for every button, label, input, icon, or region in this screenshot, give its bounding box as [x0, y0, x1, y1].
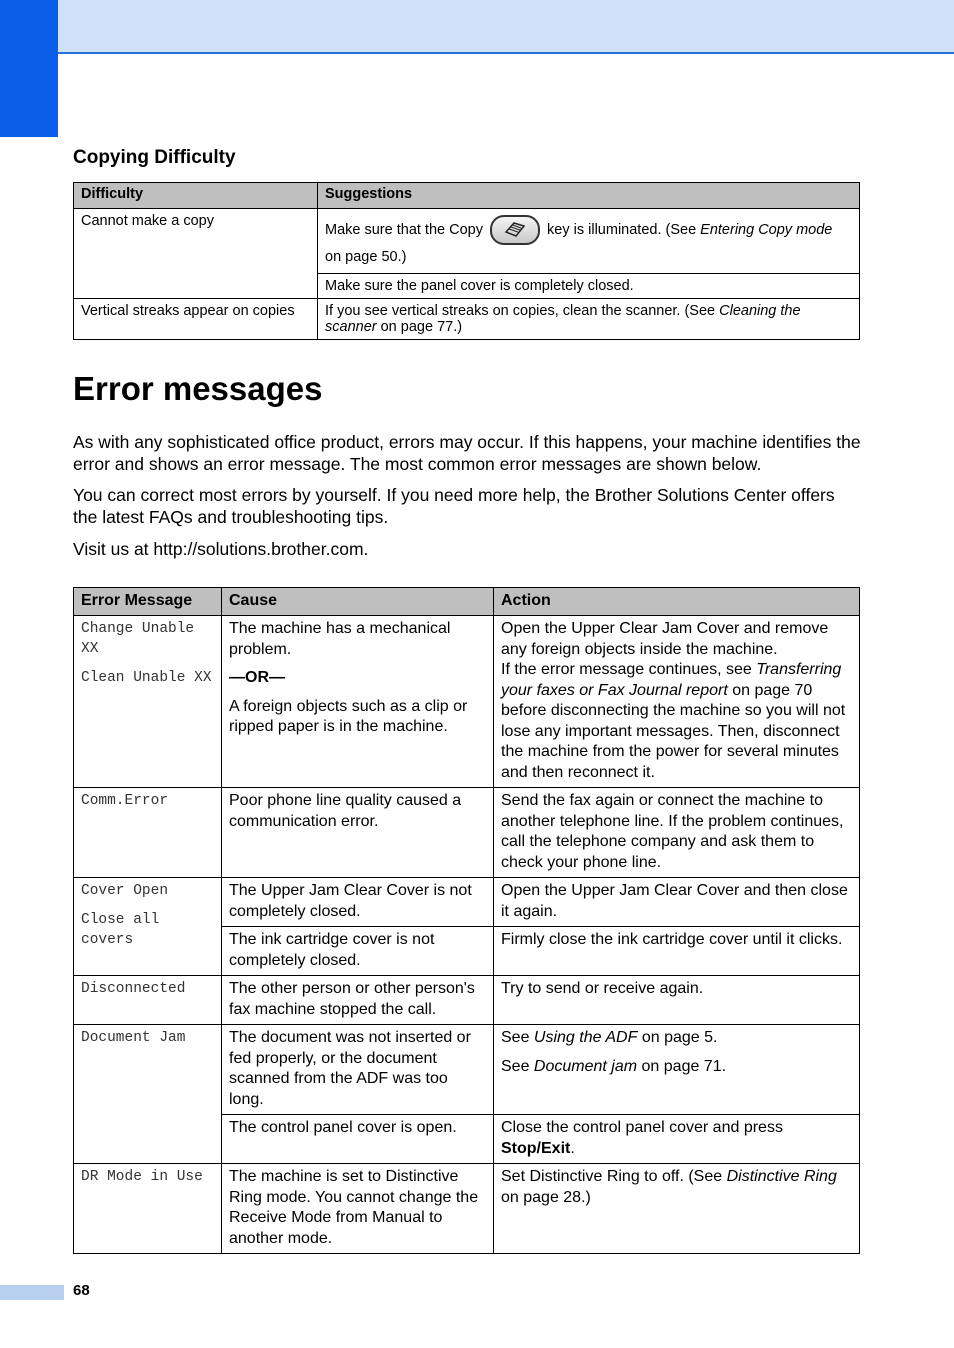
- cause-cell: The other person or other person's fax machine stopped the call.: [222, 976, 494, 1025]
- table-row: [74, 209, 860, 274]
- action-cell: Open the Upper Jam Clear Cover and then close it again.: [494, 878, 860, 927]
- error-messages-table: [73, 587, 860, 1254]
- action-cell: Close the control panel cover and press Stop/Exit.: [494, 1115, 860, 1164]
- table-row: [74, 788, 860, 878]
- table-header-row: [74, 183, 860, 209]
- header-band: [58, 0, 954, 54]
- difficulty-cell: Cannot make a copy: [74, 209, 318, 299]
- cause-cell: Poor phone line quality caused a communication error.: [222, 788, 494, 878]
- copying-difficulty-table: [73, 182, 860, 340]
- help-paragraph: You can correct most errors by yourself. If you need more help, the Brother Solutions Center offers the latest FAQs and troubleshooting tips.: [73, 485, 835, 527]
- page-number: 68: [73, 1282, 90, 1299]
- suggestion-cell: Make sure that the Copy key is illuminated. (See Entering Copy mode on page 50.): [318, 209, 860, 274]
- error-message-cell: Document Jam: [74, 1025, 222, 1164]
- page-heading: Error messages: [73, 370, 323, 407]
- intro-paragraph: As with any sophisticated office product, errors may occur. If this happens, your machine identifies the error and shows an error message. The most common error messages are shown below.: [73, 432, 861, 474]
- action-cell: Open the Upper Clear Jam Cover and remove any foreign objects inside the machine. If the error message continues, see Transferring your faxes or Fax Journal report on page 70 before disconnecting the machine so you will not lose any important messages. Then, disconnect the machine from the power for several minutes and then reconnect it.: [494, 616, 860, 788]
- action-cell: Set Distinctive Ring to off. (See Distinctive Ring on page 28.): [494, 1164, 860, 1254]
- column-header: Suggestions: [318, 183, 860, 209]
- chapter-tab: [0, 0, 58, 137]
- cause-cell: The document was not inserted or fed properly, or the document scanned from the ADF was too long.: [222, 1025, 494, 1115]
- cause-cell: The control panel cover is open.: [222, 1115, 494, 1164]
- website-paragraph: Visit us at http://solutions.brother.com.: [73, 539, 369, 559]
- error-message-cell: Comm.Error: [74, 788, 222, 878]
- copy-key-icon: [490, 215, 540, 245]
- footer-bar: [0, 1285, 64, 1300]
- table-row: [74, 1025, 860, 1115]
- table-row: [74, 878, 860, 927]
- column-header: Cause: [222, 588, 494, 616]
- error-message-cell: Cover Open Close all covers: [74, 878, 222, 976]
- action-cell: Try to send or receive again.: [494, 976, 860, 1025]
- difficulty-cell: Vertical streaks appear on copies: [74, 299, 318, 340]
- table-row: [74, 976, 860, 1025]
- error-message-cell: Change Unable XX Clean Unable XX: [74, 616, 222, 788]
- action-cell: Send the fax again or connect the machine to another telephone line. If the problem continues, call the telephone company and ask them to check your phone line.: [494, 788, 860, 878]
- error-message-cell: DR Mode in Use: [74, 1164, 222, 1254]
- cause-cell: The Upper Jam Clear Cover is not completely closed.: [222, 878, 494, 927]
- section-title: Copying Difficulty: [73, 147, 236, 168]
- action-cell: Firmly close the ink cartridge cover until it clicks.: [494, 927, 860, 976]
- table-header-row: [74, 588, 860, 616]
- column-header: Difficulty: [74, 183, 318, 209]
- table-row: [74, 1164, 860, 1254]
- error-message-cell: Disconnected: [74, 976, 222, 1025]
- cause-cell: The machine is set to Distinctive Ring mode. You cannot change the Receive Mode from Manual to another mode.: [222, 1164, 494, 1254]
- suggestion-cell: If you see vertical streaks on copies, clean the scanner. (See Cleaning the scanner on page 77.): [318, 299, 860, 340]
- column-header: Error Message: [74, 588, 222, 616]
- cause-cell: The ink cartridge cover is not completely closed.: [222, 927, 494, 976]
- table-row: [74, 299, 860, 340]
- table-row: [74, 616, 860, 788]
- suggestion-cell: Make sure the panel cover is completely closed.: [318, 274, 860, 299]
- action-cell: See Using the ADF on page 5. See Document jam on page 71.: [494, 1025, 860, 1115]
- column-header: Action: [494, 588, 860, 616]
- cause-cell: The machine has a mechanical problem. —OR— A foreign objects such as a clip or ripped paper is in the machine.: [222, 616, 494, 788]
